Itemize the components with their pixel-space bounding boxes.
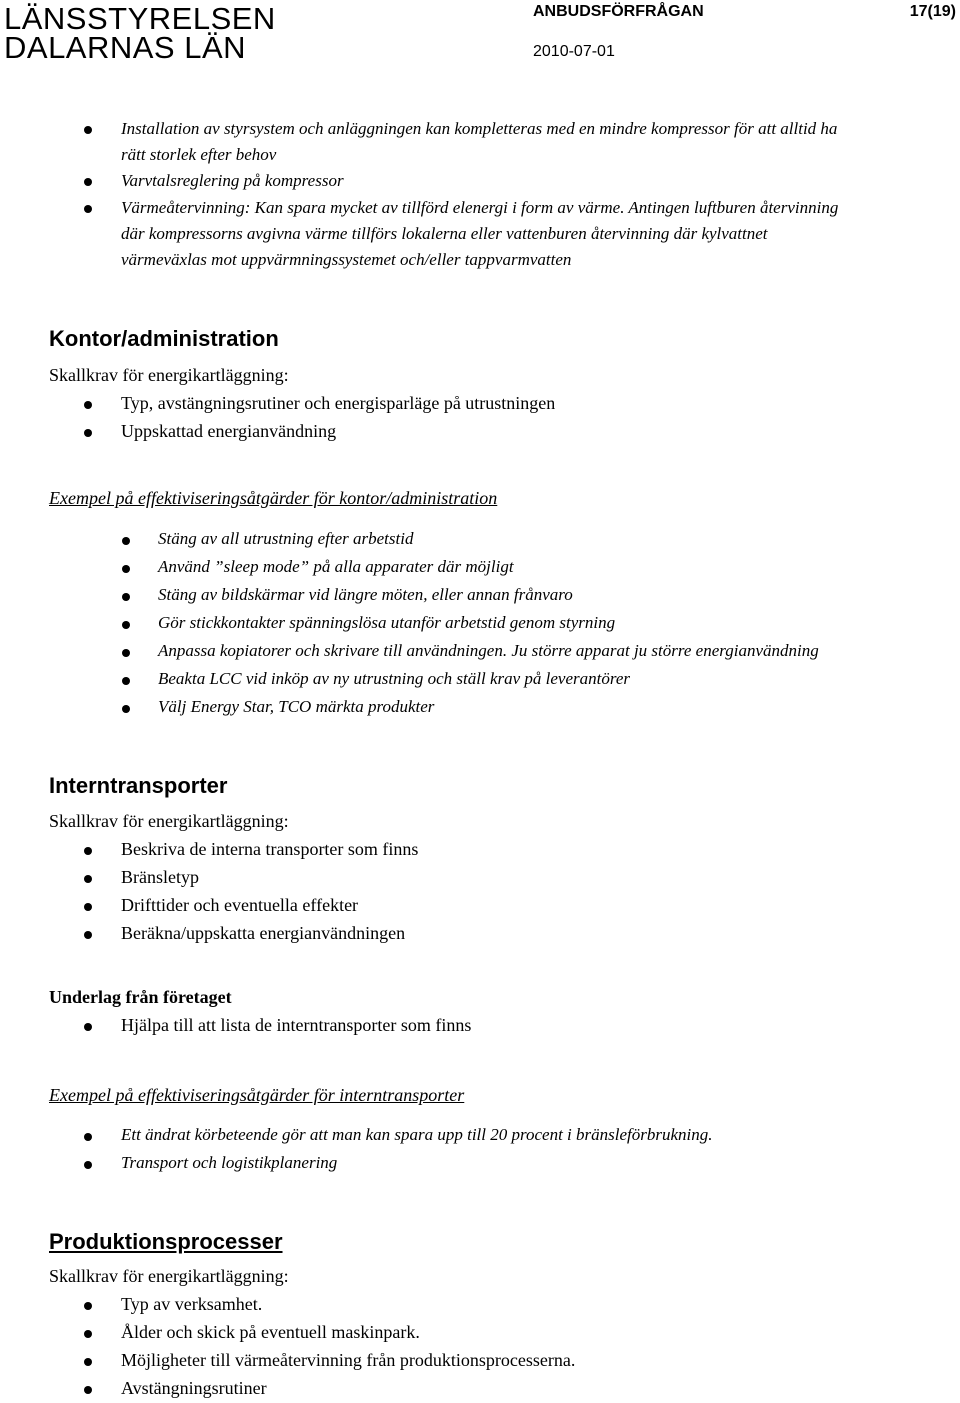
intro-item-line: rätt storlek efter behov xyxy=(121,145,277,164)
example-item: Välj Energy Star, TCO märkta produkter xyxy=(158,697,435,716)
document-date: 2010-07-01 xyxy=(533,43,615,60)
bullet-icon xyxy=(122,537,130,545)
bullet-icon xyxy=(84,847,92,855)
bullet-icon xyxy=(84,1302,92,1310)
example-item: Anpassa kopiatorer och skrivare till användningen. Ju större apparat ju större energianvändning xyxy=(158,641,819,660)
intro-item-line: Varvtalsreglering på kompressor xyxy=(121,171,344,190)
requirement-item: Uppskattad energianvändning xyxy=(121,421,337,441)
examples-heading-kontor: Exempel på effektiviseringsåtgärder för kontor/administration xyxy=(49,488,498,508)
requirement-item: Typ av verksamhet. xyxy=(121,1294,263,1314)
basis-item: Hjälpa till att lista de interntransporter som finns xyxy=(121,1015,472,1035)
bullet-icon xyxy=(84,1161,92,1169)
bullet-icon xyxy=(122,677,130,685)
requirement-item: Bränsletyp xyxy=(121,867,199,887)
bullet-icon xyxy=(84,1330,92,1338)
document-type: ANBUDSFÖRFRÅGAN xyxy=(533,3,704,20)
section-heading-intern: Interntransporter xyxy=(49,773,228,798)
basis-heading: Underlag från företaget xyxy=(49,987,232,1007)
example-item: Transport och logistikplanering xyxy=(121,1153,338,1172)
intro-item-line: där kompressorns avgivna värme tillförs lokalerna eller vattenburen återvinning där kylvattnet xyxy=(121,224,768,243)
page-header xyxy=(0,0,960,70)
intro-item-line: Installation av styrsystem och anläggningen kan kompletteras med en mindre kompressor för att alltid ha xyxy=(121,119,838,138)
requirements-heading: Skallkrav för energikartläggning: xyxy=(49,365,289,385)
page-number: 17(19) xyxy=(909,3,956,20)
logo-line-1: LÄNSSTYRELSEN xyxy=(4,1,276,36)
intro-item-line: värmeväxlas mot uppvärmningssystemet och/eller tappvarmvatten xyxy=(121,250,572,269)
bullet-icon xyxy=(84,875,92,883)
bullet-icon xyxy=(84,178,92,186)
bullet-icon xyxy=(84,126,92,134)
bullet-icon xyxy=(84,205,92,213)
logo-line-2: DALARNAS LÄN xyxy=(4,30,247,65)
intro-item-line: Värmeåtervinning: Kan spara mycket av tillförd elenergi i form av värme. Antingen luftburen återvinning xyxy=(121,198,839,217)
requirement-item: Beräkna/uppskatta energianvändningen xyxy=(121,923,406,943)
requirement-item: Typ, avstängningsrutiner och energisparläge på utrustningen xyxy=(121,393,556,413)
example-item: Gör stickkontakter spänningslösa utanför arbetstid genom styrning xyxy=(158,613,616,632)
example-item: Stäng av bildskärmar vid längre möten, eller annan frånvaro xyxy=(158,585,573,604)
lansstyrelsen-logo xyxy=(4,1,276,65)
bullet-icon xyxy=(84,931,92,939)
requirement-item: Möjligheter till värmeåtervinning från produktionsprocesserna. xyxy=(121,1350,576,1370)
example-item: Använd ”sleep mode” på alla apparater där möjligt xyxy=(158,557,514,576)
example-item: Stäng av all utrustning efter arbetstid xyxy=(158,529,414,548)
bullet-icon xyxy=(122,565,130,573)
section-heading-kontor: Kontor/administration xyxy=(49,326,279,351)
bullet-icon xyxy=(122,649,130,657)
bullet-icon xyxy=(122,705,130,713)
requirement-item: Ålder och skick på eventuell maskinpark. xyxy=(121,1322,420,1342)
bullet-icon xyxy=(84,1358,92,1366)
requirements-heading: Skallkrav för energikartläggning: xyxy=(49,811,289,831)
section-heading-produktion: Produktionsprocesser xyxy=(49,1229,283,1254)
example-item: Beakta LCC vid inköp av ny utrustning och ställ krav på leverantörer xyxy=(158,669,630,688)
bullet-icon xyxy=(122,621,130,629)
requirement-item: Drifttider och eventuella effekter xyxy=(121,895,359,915)
bullet-icon xyxy=(122,593,130,601)
bullet-icon xyxy=(84,903,92,911)
examples-heading-intern: Exempel på effektiviseringsåtgärder för interntransporter xyxy=(49,1085,465,1105)
bullet-icon xyxy=(84,1133,92,1141)
bullet-icon xyxy=(84,1386,92,1394)
bullet-icon xyxy=(84,1023,92,1031)
bullet-icon xyxy=(84,401,92,409)
requirements-heading: Skallkrav för energikartläggning: xyxy=(49,1266,289,1286)
requirement-item: Beskriva de interna transporter som finns xyxy=(121,839,419,859)
bullet-icon xyxy=(84,429,92,437)
requirement-item: Avstängningsrutiner xyxy=(121,1378,267,1398)
example-item: Ett ändrat körbeteende gör att man kan spara upp till 20 procent i bränsleförbrukning. xyxy=(121,1125,713,1144)
